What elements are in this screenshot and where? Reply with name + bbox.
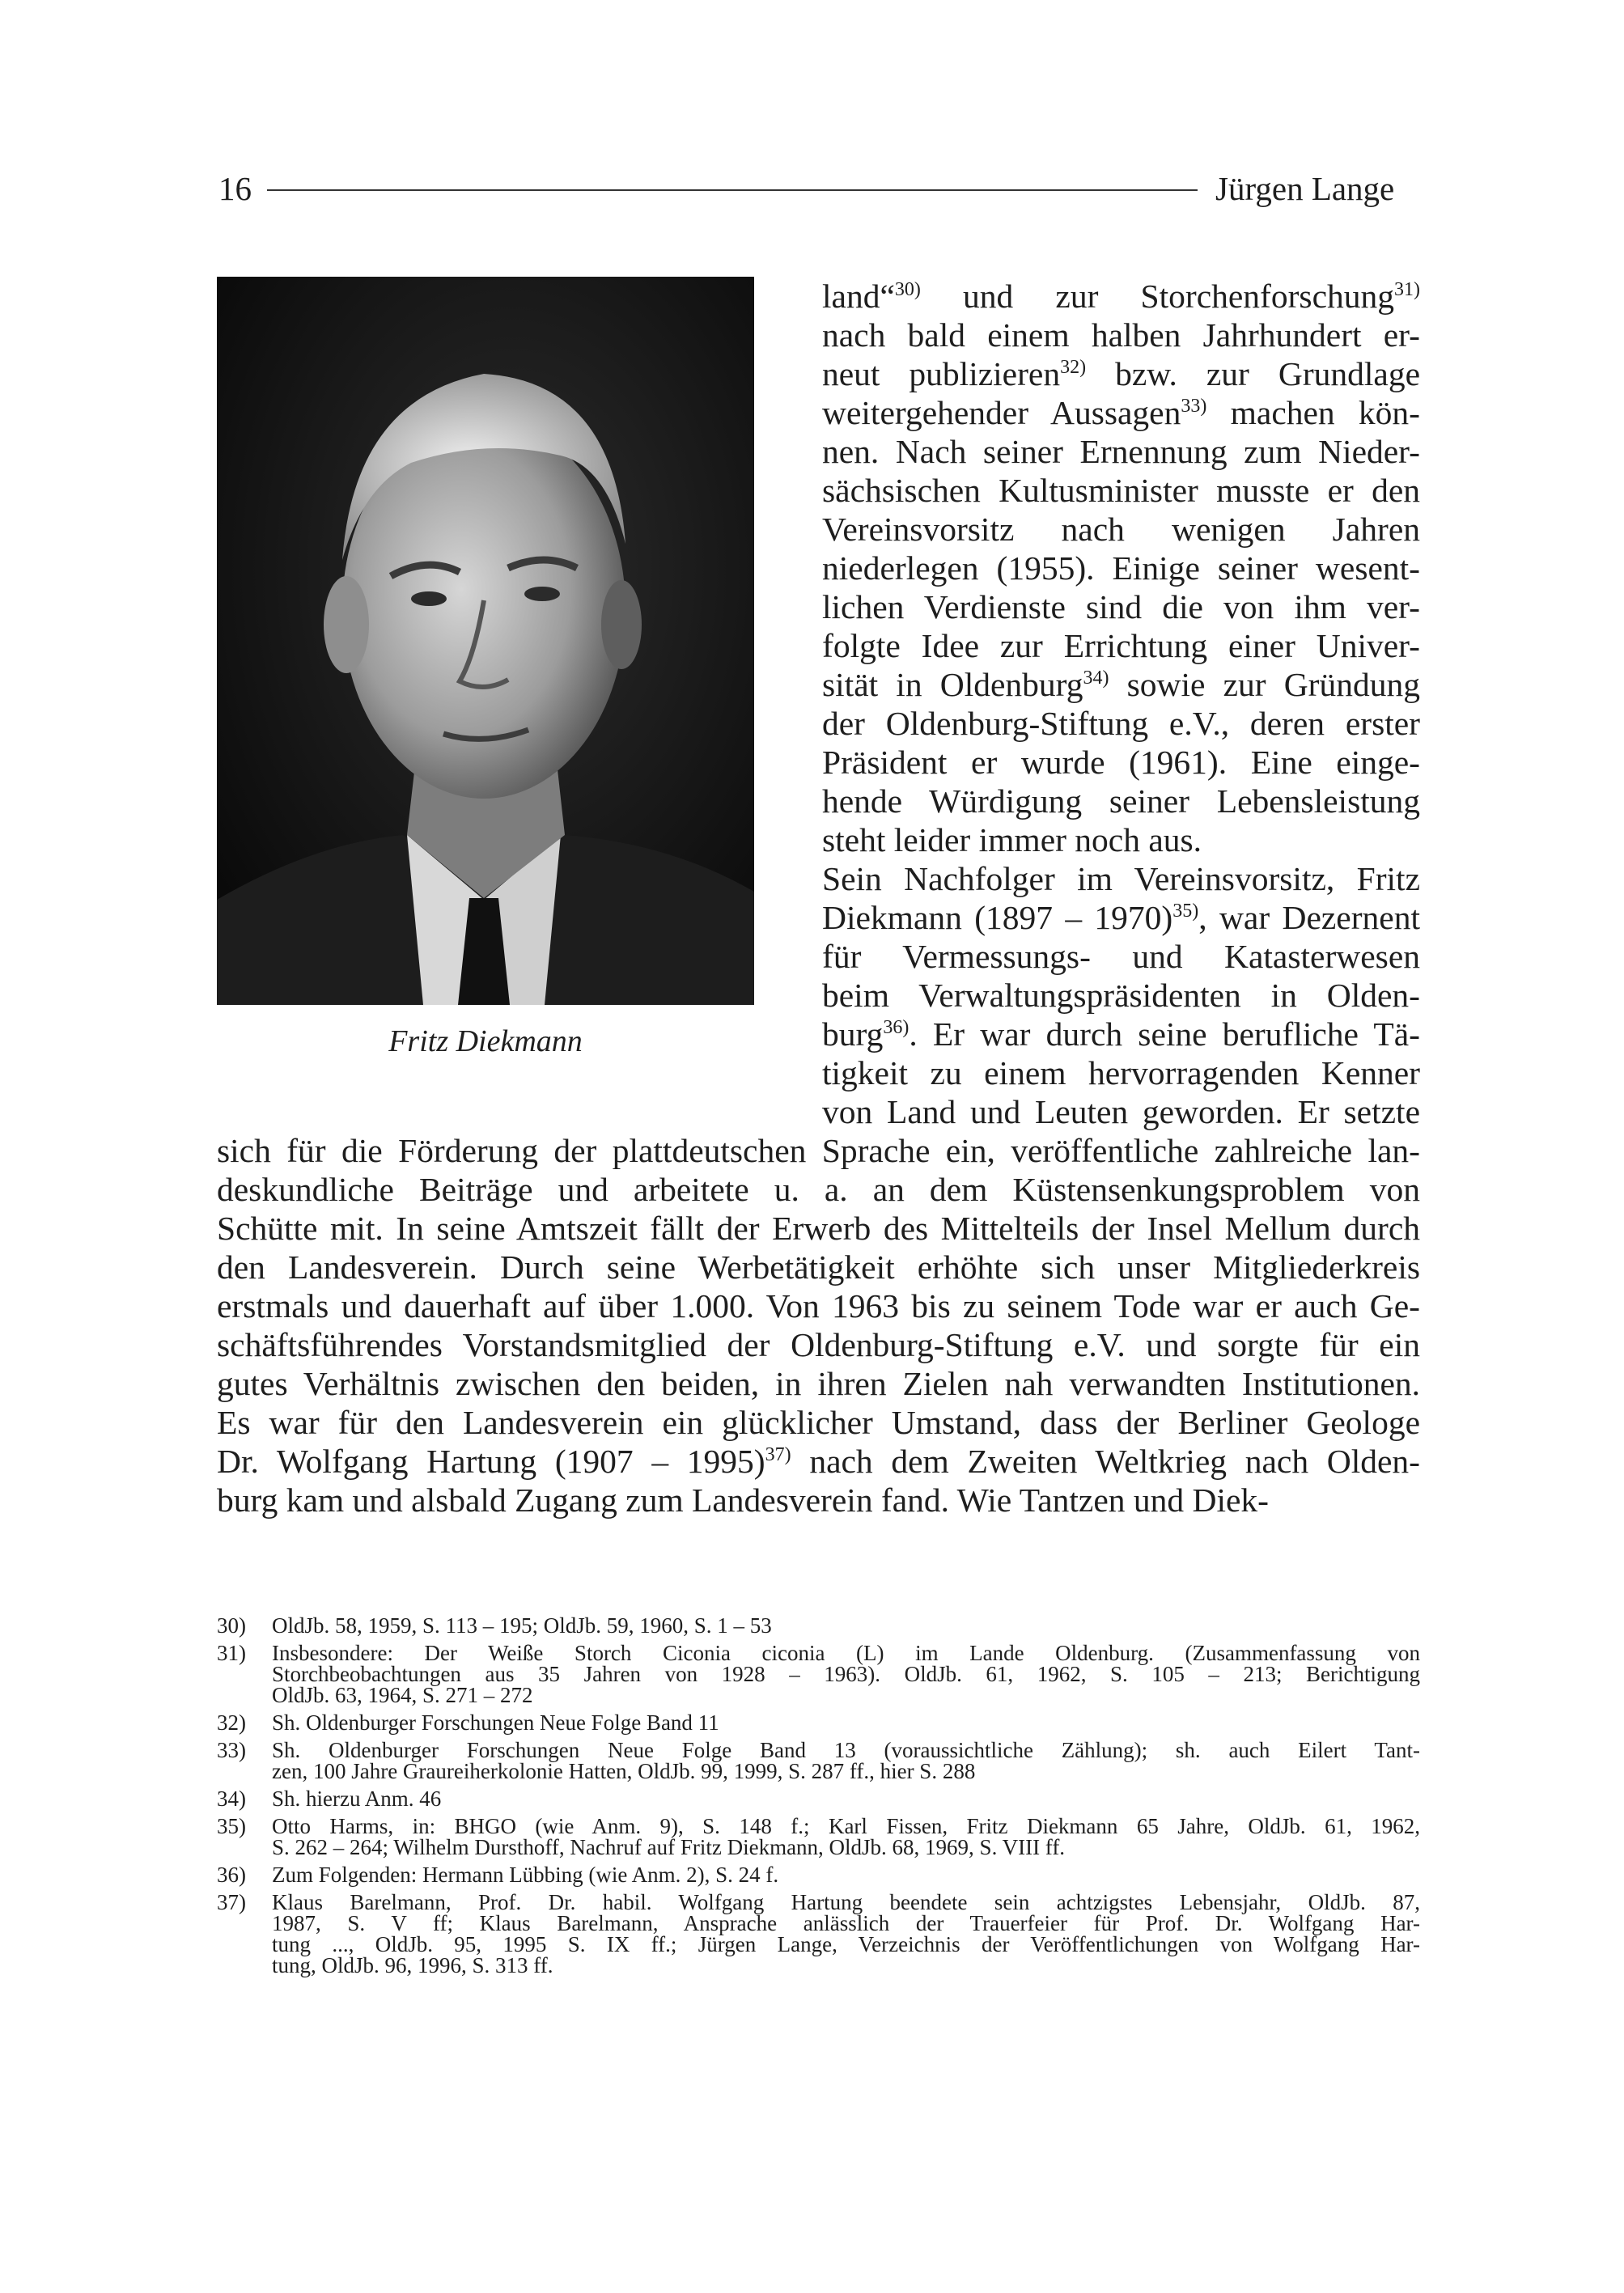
body-text-run: , war Dezernent [1198,899,1420,936]
footnote-text: S. 262 – 264; Wilhelm Dursthoff, Nachruf auf Fritz Diekmann, OldJb. 68, 1969, S. VIII ff. [272,1835,1066,1859]
portrait-photo [217,277,754,1005]
running-head: Jürgen Lange [1215,170,1395,207]
body-text-run: den Landesverein. Durch seine Werbetätigkeit erhöhte sich unser Mitgliederkreis [217,1248,1420,1286]
body-line [822,743,1420,782]
body-text-run: sächsischen Kultusminister musste er den [822,472,1420,509]
footnote-text: Klaus Barelmann, Prof. Dr. habil. Wolfgang Hartung beendete sein achtzigstes Lebensjahr, OldJb. 87, [272,1890,1420,1914]
body-line [822,626,1420,665]
footnote-number: 34) [217,1787,246,1811]
body-text-run: land“ [822,278,895,315]
body-line [217,1248,1420,1286]
body-text-run: steht leider immer noch aus. [822,821,1202,858]
footnote-reference: 30) [894,279,921,300]
body-text-run: sität in Oldenburg [822,666,1083,703]
body-text-run: . Er war durch seine berufliche Tä- [909,1015,1420,1053]
body-text-run: von Land und Leuten geworden. Er setzte [822,1093,1420,1130]
header-rule [267,189,1198,191]
body-text-run: nen. Nach seiner Ernennung zum Nieder- [822,433,1420,470]
body-text-run: und zur Storchenforschung [920,278,1394,315]
page-number: 16 [218,170,252,207]
footnote-text: Sh. Oldenburger Forschungen Neue Folge Band 13 (voraussichtliche Zählung); sh. auch Eilert Tant- [272,1738,1420,1762]
body-line [822,432,1420,471]
body-text-run: Vereinsvorsitz nach wenigen Jahren [822,511,1420,548]
body-line [217,1286,1420,1325]
portrait-illustration [217,277,754,1005]
footnote-text: tung ..., OldJb. 95, 1995 S. IX ff.; Jürgen Lange, Verzeichnis der Veröffentlichungen von Wolfgang Har- [272,1932,1420,1956]
body-text-run: niederlegen (1955). Einige seiner wesent- [822,549,1420,587]
body-line [217,1325,1420,1364]
body-line [217,1131,1420,1170]
footnote-number: 30) [217,1613,246,1638]
body-text-run: Dr. Wolfgang Hartung (1907 – 1995) [217,1443,765,1480]
footnote-text: OldJb. 58, 1959, S. 113 – 195; OldJb. 59, 1960, S. 1 – 53 [272,1613,772,1638]
body-text-run: Sein Nachfolger im Vereinsvorsitz, Fritz [822,860,1420,897]
footnote-text: zen, 100 Jahre Graureiherkolonie Hatten, OldJb. 99, 1999, S. 287 ff., hier S. 288 [272,1759,976,1783]
photo-caption: Fritz Diekmann [388,1024,583,1058]
body-line [822,510,1420,549]
footnote-text: tung, OldJb. 96, 1996, S. 313 ff. [272,1953,553,1977]
body-line [822,937,1420,976]
body-text-run: burg kam und alsbald Zugang zum Landesverein fand. Wie Tantzen und Diek- [217,1481,1269,1519]
footnote-reference: 31) [1394,279,1420,300]
body-text-run: sowie zur Gründung [1109,666,1420,703]
body-line [822,704,1420,743]
footnote-number: 36) [217,1863,246,1887]
body-text-run: sich für die Förderung der plattdeutschen Sprache ein, veröffentliche zahlreiche lan- [217,1132,1420,1169]
body-line [822,782,1420,820]
footnote-reference: 36) [883,1017,910,1038]
body-line [217,1209,1420,1248]
footnote-reference: 35) [1172,901,1199,922]
body-line [822,820,1420,859]
body-text-run: für Vermessungs- und Katasterwesen [822,938,1420,975]
footnote-text: Insbesondere: Der Weiße Storch Ciconia ciconia (L) im Lande Oldenburg. (Zusammenfassung von [272,1641,1420,1665]
body-text-run: Schütte mit. In seine Amtszeit fällt der Erwerb des Mittelteils der Insel Mellum durch [217,1210,1420,1247]
footnote-reference: 33) [1181,396,1207,417]
body-line [822,859,1420,898]
body-line [217,1481,1420,1519]
body-line [822,898,1420,937]
body-text-run: burg [822,1015,884,1053]
body-text-run: hende Würdigung seiner Lebensleistung [822,782,1420,820]
footnote-number: 37) [217,1890,246,1914]
body-line [822,665,1420,704]
body-text-run: der Oldenburg-Stiftung e.V., deren erster [822,705,1420,742]
body-text-run: tigkeit zu einem hervorragenden Kenner [822,1054,1420,1091]
body-line [217,1442,1420,1481]
footnote-text: Storchbeobachtungen aus 35 Jahren von 1928 – 1963). OldJb. 61, 1962, S. 105 – 213; Berichtigung [272,1662,1420,1686]
body-line [822,354,1420,393]
footnote-number: 35) [217,1814,246,1838]
body-line [217,1403,1420,1442]
footnote-text: Sh. hierzu Anm. 46 [272,1787,442,1811]
footnote-text: Zum Folgenden: Hermann Lübbing (wie Anm. 2), S. 24 f. [272,1863,779,1887]
footnote-reference: 37) [765,1444,791,1465]
body-text-run: folgte Idee zur Errichtung einer Univer- [822,627,1420,664]
body-text-run: machen kön- [1206,394,1420,431]
body-text-run: Diekmann (1897 – 1970) [822,899,1173,936]
body-line [217,1170,1420,1209]
body-text-run: nach dem Zweiten Weltkrieg nach Olden- [791,1443,1421,1480]
footnote-number: 31) [217,1641,246,1665]
footnote-text: Otto Harms, in: BHGO (wie Anm. 9), S. 148 f.; Karl Fissen, Fritz Diekmann 65 Jahre, OldJb. 61, 1962, [272,1814,1420,1838]
footnote-text: 1987, S. V ff; Klaus Barelmann, Ansprache anlässlich der Trauerfeier für Prof. Dr. Wolfgang Har- [272,1911,1420,1935]
footnote-reference: 32) [1060,357,1087,378]
body-text-run: Präsident er wurde (1961). Eine einge- [822,744,1420,781]
body-line [822,471,1420,510]
body-line [822,587,1420,626]
body-line [822,549,1420,587]
body-text-run: nach bald einem halben Jahrhundert er- [822,316,1420,354]
body-line [822,393,1420,432]
body-text-run: deskundliche Beiträge und arbeitete u. a. an dem Küstensenkungsproblem von [217,1171,1420,1208]
body-text-run: bzw. zur Grundlage [1086,355,1421,392]
body-text-run: weitergehender Aussagen [822,394,1181,431]
body-line [822,277,1420,316]
body-line [822,1015,1420,1053]
body-line [822,1053,1420,1092]
body-text-run: schäftsführendes Vorstandsmitglied der Oldenburg-Stiftung e.V. und sorgte für ein [217,1326,1420,1363]
body-line [822,976,1420,1015]
footnote-text: Sh. Oldenburger Forschungen Neue Folge Band 11 [272,1710,719,1735]
body-text-run: gutes Verhältnis zwischen den beiden, in ihren Zielen nah verwandten Institutionen. [217,1365,1420,1402]
body-line [822,316,1420,354]
footnote-reference: 34) [1083,668,1109,689]
body-line [822,1092,1420,1131]
body-text-run: lichen Verdienste sind die von ihm ver- [822,588,1420,625]
footnote-text: OldJb. 63, 1964, S. 271 – 272 [272,1683,533,1707]
body-line [217,1364,1420,1403]
footnote-number: 33) [217,1738,246,1762]
footnote-number: 32) [217,1710,246,1735]
body-text-run: beim Verwaltungspräsidenten in Olden- [822,977,1420,1014]
body-text-run: erstmals und dauerhaft auf über 1.000. Von 1963 bis zu seinem Tode war er auch Ge- [217,1287,1420,1325]
body-text-run: Es war für den Landesverein ein glücklicher Umstand, dass der Berliner Geologe [217,1404,1420,1441]
body-text-run: neut publizieren [822,355,1061,392]
